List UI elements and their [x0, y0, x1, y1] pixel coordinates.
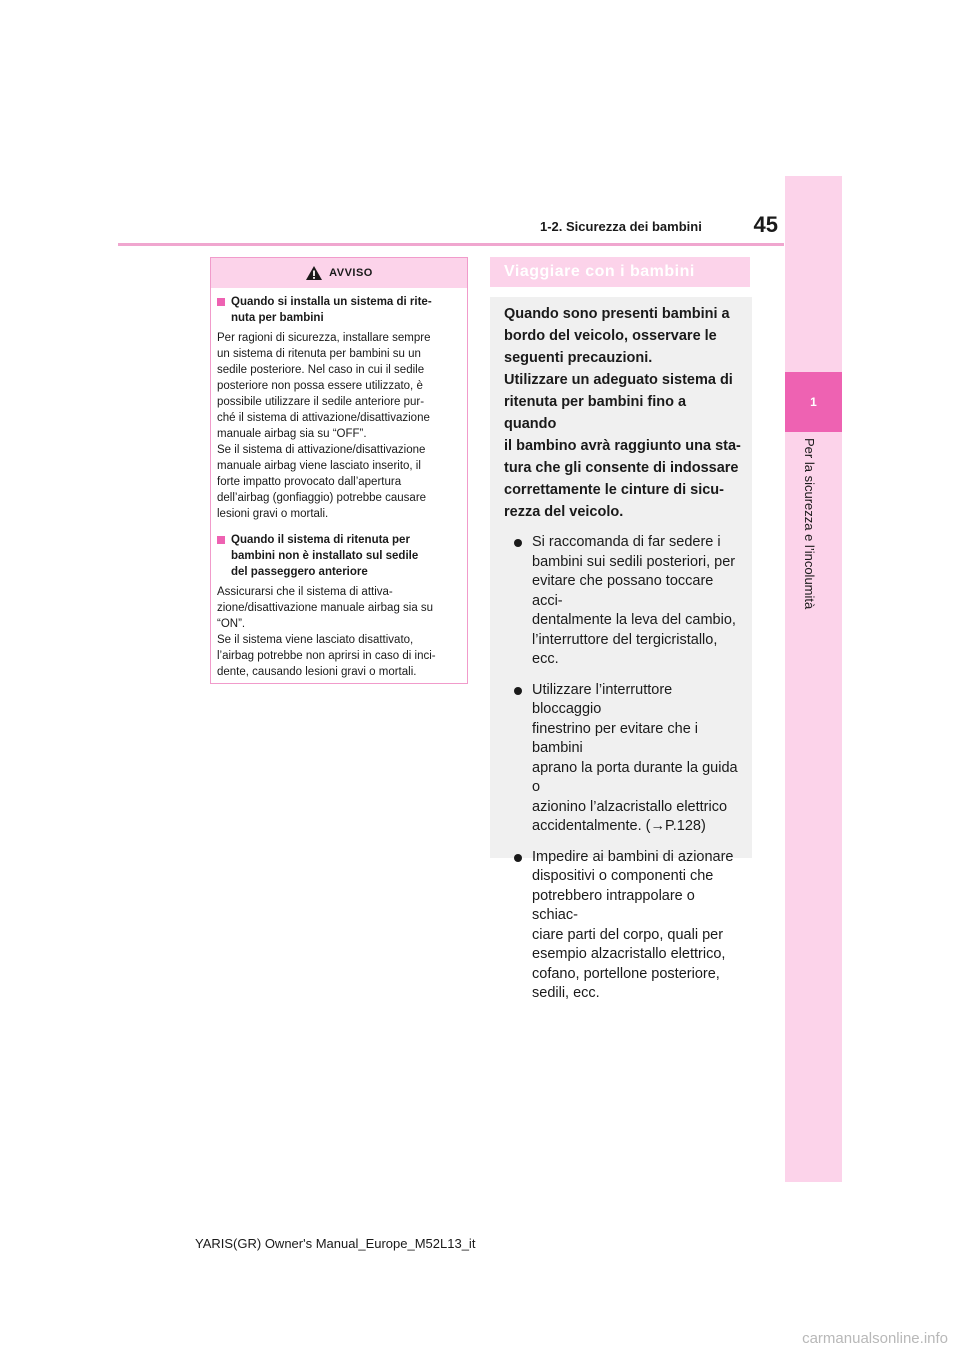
list-item	[504, 848, 742, 1004]
list-item	[504, 533, 742, 670]
footer-manual-id: YARIS(GR) Owner's Manual_Europe_M52L13_it	[195, 1236, 476, 1251]
chapter-title: Per la sicurezza e l’incolumità	[802, 438, 817, 610]
warning-section-text: Per ragioni di sicurezza, installare sempre un sistema di ritenuta per bambini su un sedile posteriore. Nel caso in cui il sedile posteriore non possa essere utilizzato, è possibile utilizzare il sedile anteriore pur- ché il sistema di attivazione/disattivazione manuale airbag sia su “OFF”. Se il sistema di attivazione/disattivazione manuale airbag viene lasciato inserito, il forte impatto provocato dall’apertura dell’airbag (gonfiaggio) potrebbe causare lesioni gravi o mortali.	[217, 332, 431, 520]
travel-section-header: Viaggiare con i bambini	[490, 257, 750, 287]
warning-section-text: Assicurarsi che il sistema di attiva- zione/disattivazione manuale airbag sia su “ON”. Se il sistema viene lasciato disattivato, l’airbag potrebbe non aprirsi in caso di inci- dente, causando lesioni gravi o mortali.	[217, 586, 436, 678]
warning-section-heading	[217, 294, 459, 326]
warning-title: AVVISO	[329, 267, 373, 279]
pink-square-icon	[217, 298, 225, 306]
chapter-tab[interactable]: 1	[785, 372, 842, 432]
bullet-icon	[514, 539, 522, 547]
bullet-text: Impedire ai bambini di azionare dispositivi o componenti che potrebbero intrappolare o schiac- ciare parti del corpo, quali per esempio alzacristallo elettrico, cofano, portellone posteriore, sedili, ecc.	[532, 848, 734, 1001]
warning-heading-text: Quando si installa un sistema di rite- nuta per bambini	[231, 296, 432, 324]
warning-heading-text: Quando il sistema di ritenuta per bambini non è installato sul sedile del passeggero anteriore	[231, 534, 419, 578]
warning-body	[211, 288, 467, 680]
warning-box	[210, 257, 468, 684]
page-number: 45	[753, 212, 778, 237]
header-rule	[118, 243, 784, 246]
bullet-icon	[514, 687, 522, 695]
travel-info-box	[490, 297, 752, 1001]
warning-triangle-icon	[305, 265, 323, 281]
bullet-text: Utilizzare l’interruttore bloccaggio finestrino per evitare che i bambini aprano la porta durante la guida o azionino l’alzacristallo elettrico accidentalmente. (→P.128)	[532, 681, 738, 834]
list-item	[504, 681, 742, 837]
travel-bullet-list	[504, 533, 742, 1004]
warning-section-heading	[217, 532, 459, 580]
section-label: 1-2. Sicurezza dei bambini	[540, 219, 702, 234]
watermark: carmanualsonline.info	[802, 1330, 948, 1347]
warning-header	[211, 258, 467, 288]
bullet-icon	[514, 854, 522, 862]
bullet-text: Si raccomanda di far sedere i bambini sui sedili posteriori, per evitare che possano toccare acci- dentalmente la leva del cambio, l’interruttore del tergicristallo, ecc.	[532, 534, 736, 667]
chapter-side-strip	[785, 176, 842, 1182]
travel-intro: Quando sono presenti bambini a bordo del veicolo, osservare le seguenti precauzioni. Utilizzare un adeguato sistema di ritenuta per bambini fino a quando il bambino avrà raggiunto una sta- tura che gli consente di indossare correttamente le cinture di sicu- rezza del veicolo.	[504, 306, 741, 520]
pink-square-icon	[217, 536, 225, 544]
